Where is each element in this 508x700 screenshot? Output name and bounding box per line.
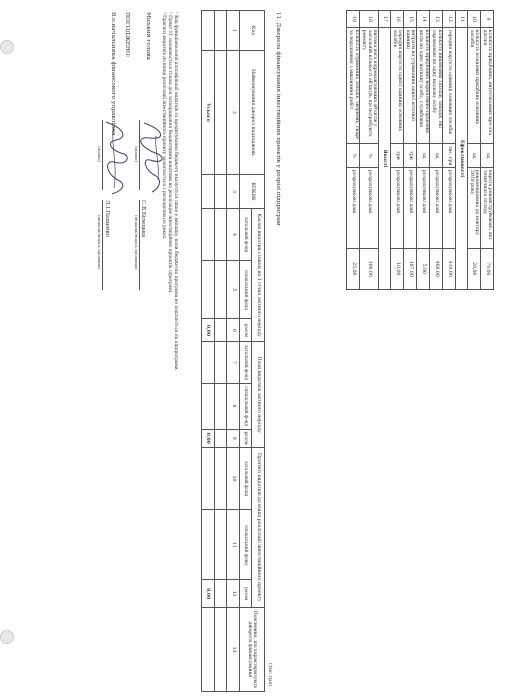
indicator-unit: %	[347, 143, 360, 168]
indicator-row	[360, 11, 378, 290]
head-sign-caption: (підпис)	[134, 146, 139, 163]
indicator-name: кількість отриманих заходів, звернень, скарг за порушення з виконання робіт	[347, 28, 360, 144]
indicator-row	[404, 11, 417, 290]
indicator-row	[467, 11, 480, 290]
agreed-label: ПОГОДЖЕНО:	[124, 12, 130, 58]
binder-hole-right	[0, 630, 14, 644]
section-row	[455, 11, 467, 290]
column-number: 9	[227, 429, 240, 447]
head-name-line	[139, 200, 140, 290]
total-value: 0,00	[202, 580, 215, 608]
finance-name: Л.І.Пащенко	[104, 200, 110, 238]
indicator-unit: од	[467, 143, 480, 168]
indicator-source: рекомендовано до повтору 2018 року	[467, 168, 480, 248]
subheader-general: загальний фонд	[239, 209, 252, 261]
cell-explanation	[214, 608, 227, 692]
indicator-source: розрахункові дані	[390, 168, 403, 248]
row-number: 18	[360, 11, 378, 28]
indicator-unit: од	[480, 143, 493, 168]
header-code: Код	[239, 11, 264, 51]
footnote-2: ² Пункт 11 заповнюється тільки для затвердження бюджетними коштами на реалізацію інвестиційних проектів (програм).	[166, 12, 172, 294]
cell-value	[214, 429, 227, 447]
cell-code	[214, 11, 227, 51]
head-title: Міський голова	[145, 12, 151, 60]
indicator-name: кількість придбаних, виготовлених пре-лоа діяльн	[480, 28, 493, 144]
column-number: 6	[227, 319, 240, 342]
indicator-value: 5,00	[417, 248, 430, 290]
subheader-total: разом	[239, 580, 252, 608]
total-value: 0,00	[202, 319, 215, 342]
column-number: 3	[227, 175, 240, 209]
indicator-value: 10,00	[390, 248, 403, 290]
total-value: 0,00	[202, 429, 215, 447]
cell-kpkvk	[214, 175, 227, 209]
column-number: 11	[227, 510, 240, 580]
indicator-name: кількість виконаних заходів, заходів, які спрямовані на одну наукову особу	[430, 28, 443, 144]
head-name-caption: (ініціали/ініціал, прізвище)	[134, 215, 139, 270]
row-number: 11	[455, 11, 467, 28]
total-kpkvk	[202, 175, 215, 209]
indicator-name: кількість придбаних нормативно-правових актів на одну наукову особу, службовця	[417, 28, 430, 144]
column-number: 1	[227, 11, 240, 51]
total-row	[202, 11, 215, 692]
indicator-unit: од	[430, 143, 443, 168]
column-number: 2	[227, 51, 240, 175]
cell-value	[214, 447, 227, 510]
indicator-value: 410,00	[443, 248, 455, 290]
column-number: 10	[227, 447, 240, 510]
head-signature-drawing	[136, 118, 170, 198]
subheader-total: разом	[239, 429, 252, 447]
indicator-unit: од	[417, 143, 430, 168]
row-number: 13	[430, 11, 443, 28]
footnote-3: ³ Прогноз видатків до кінця реалізації інвестиційного проекту зазначається з розподілом по роках.	[160, 12, 166, 240]
indicator-value: 79,00	[480, 248, 493, 290]
finance-name-caption: (ініціали/ініціал, прізвище)	[97, 215, 102, 270]
row-number: 10	[467, 11, 480, 28]
cell-value	[214, 580, 227, 608]
cell-value	[214, 342, 227, 383]
total-value	[202, 261, 215, 319]
total-explanation	[202, 608, 215, 692]
indicator-unit: %	[360, 143, 378, 168]
total-code	[202, 11, 215, 51]
section-title: 11. Джерела фінансування інвестиційних проектів у розрізі підпрограм	[275, 12, 281, 226]
cell-value	[214, 510, 227, 580]
row-number: 17	[378, 11, 390, 28]
cell-value	[214, 261, 227, 319]
indicator-source: ворота реконструйовані; акт технічного огляду	[480, 168, 493, 248]
indicator-name: кількість планових придбань основних засобів	[467, 28, 480, 144]
indicator-value: 20,00	[467, 248, 480, 290]
header-explanation: Пояснення, що характеризують джерела фінансування	[239, 608, 264, 692]
indicator-value: 25,00	[347, 248, 360, 290]
subheader-special: спеціальний фонд	[239, 261, 252, 319]
indicator-row	[390, 11, 403, 290]
subheader-general: загальний фонд	[239, 342, 252, 383]
indicator-row	[430, 11, 443, 290]
indicator-source: розрахункові дані	[417, 168, 430, 248]
column-number: 7	[227, 342, 240, 383]
column-number: 5	[227, 261, 240, 319]
section-label: Якості	[378, 28, 390, 290]
row-number: 16	[390, 11, 403, 28]
indicator-name: середня вартість одиниці основних засобів	[443, 28, 455, 144]
finance-row	[214, 11, 227, 692]
section-label: Ефективності	[455, 28, 467, 290]
subheader-special: спеціальний фонд	[239, 383, 252, 429]
indicator-source: розрахункові дані	[430, 168, 443, 248]
subheader-special: спеціальний фонд	[239, 510, 252, 580]
total-value	[202, 383, 215, 429]
row-number: 12	[443, 11, 455, 28]
indicator-row	[417, 11, 430, 290]
indicator-name: витрати на утримання однієї штатної одиниці	[404, 28, 417, 144]
column-number: 8	[227, 383, 240, 429]
cell-value	[214, 383, 227, 429]
total-value	[202, 342, 215, 383]
indicator-unit: грн	[390, 143, 403, 168]
cell-value	[214, 319, 227, 342]
column-number: 12	[227, 580, 240, 608]
column-number-row	[227, 11, 240, 692]
finance-table	[201, 10, 265, 692]
total-value	[202, 447, 215, 510]
indicator-value: 100,00	[360, 248, 378, 290]
indicator-unit: тис. грн	[443, 143, 455, 168]
unit-note: (тис.грн)	[267, 663, 273, 687]
indicators-table	[346, 10, 494, 290]
row-number: 14	[417, 11, 430, 28]
subheader-total: разом	[239, 319, 252, 342]
section-row	[378, 11, 390, 290]
header-kpkvk: КПКВК	[239, 175, 264, 209]
row-number: 9	[480, 11, 493, 28]
column-number: 4	[227, 209, 240, 261]
finance-signature-drawing	[100, 118, 134, 198]
header-plan-period: План видатків звітного періоду	[252, 342, 265, 447]
indicator-value: 107,00	[404, 248, 417, 290]
indicator-source: розрахункові дані	[404, 168, 417, 248]
column-number: 13	[227, 608, 240, 692]
total-label: Усього	[202, 51, 215, 175]
finance-sign-caption: (підпис)	[97, 146, 102, 163]
binder-hole-left	[0, 40, 14, 54]
finance-name-line	[102, 200, 103, 290]
cell-name	[214, 51, 227, 175]
footnote-1: ¹ Код функціональної класифікації видатків та кредитування бюджету вказується лише у випадку, коли бюджетна програма не поділяється на підпрограми.	[173, 12, 178, 371]
indicator-value: 468,00	[430, 248, 443, 290]
indicator-source: розрахункові дані	[443, 168, 455, 248]
subheader-general: загальний фонд	[239, 447, 252, 510]
total-value	[202, 209, 215, 261]
indicator-unit: грн	[404, 143, 417, 168]
row-number: 15	[404, 11, 417, 28]
indicator-name: середня вартість однієї одиниці основних засобів	[390, 28, 403, 144]
head-name: С.В.Білецька	[140, 200, 146, 238]
header-prev-period: Касові видатки станом на 1 січня звітного періоду	[252, 209, 265, 342]
total-value	[202, 510, 215, 580]
finance-title: В.о.начальника фінансового управління	[110, 12, 116, 136]
indicator-source: розрахункові дані	[360, 168, 378, 248]
indicator-source: розрахункові дані	[347, 168, 360, 248]
cell-value	[214, 209, 227, 261]
row-number: 19	[347, 11, 360, 28]
indicator-name: питома вага відремонтованих об'єктів у загальній кількості об'єктів, що потребують ремонту	[360, 28, 378, 144]
indicator-row	[443, 11, 455, 290]
header-name: Найменування джерел надходжень	[239, 51, 264, 175]
indicator-row	[347, 11, 360, 290]
header-forecast: Прогноз видатків до кінця реалізації інвестиційного проекту	[252, 447, 265, 607]
indicator-row	[480, 11, 493, 290]
